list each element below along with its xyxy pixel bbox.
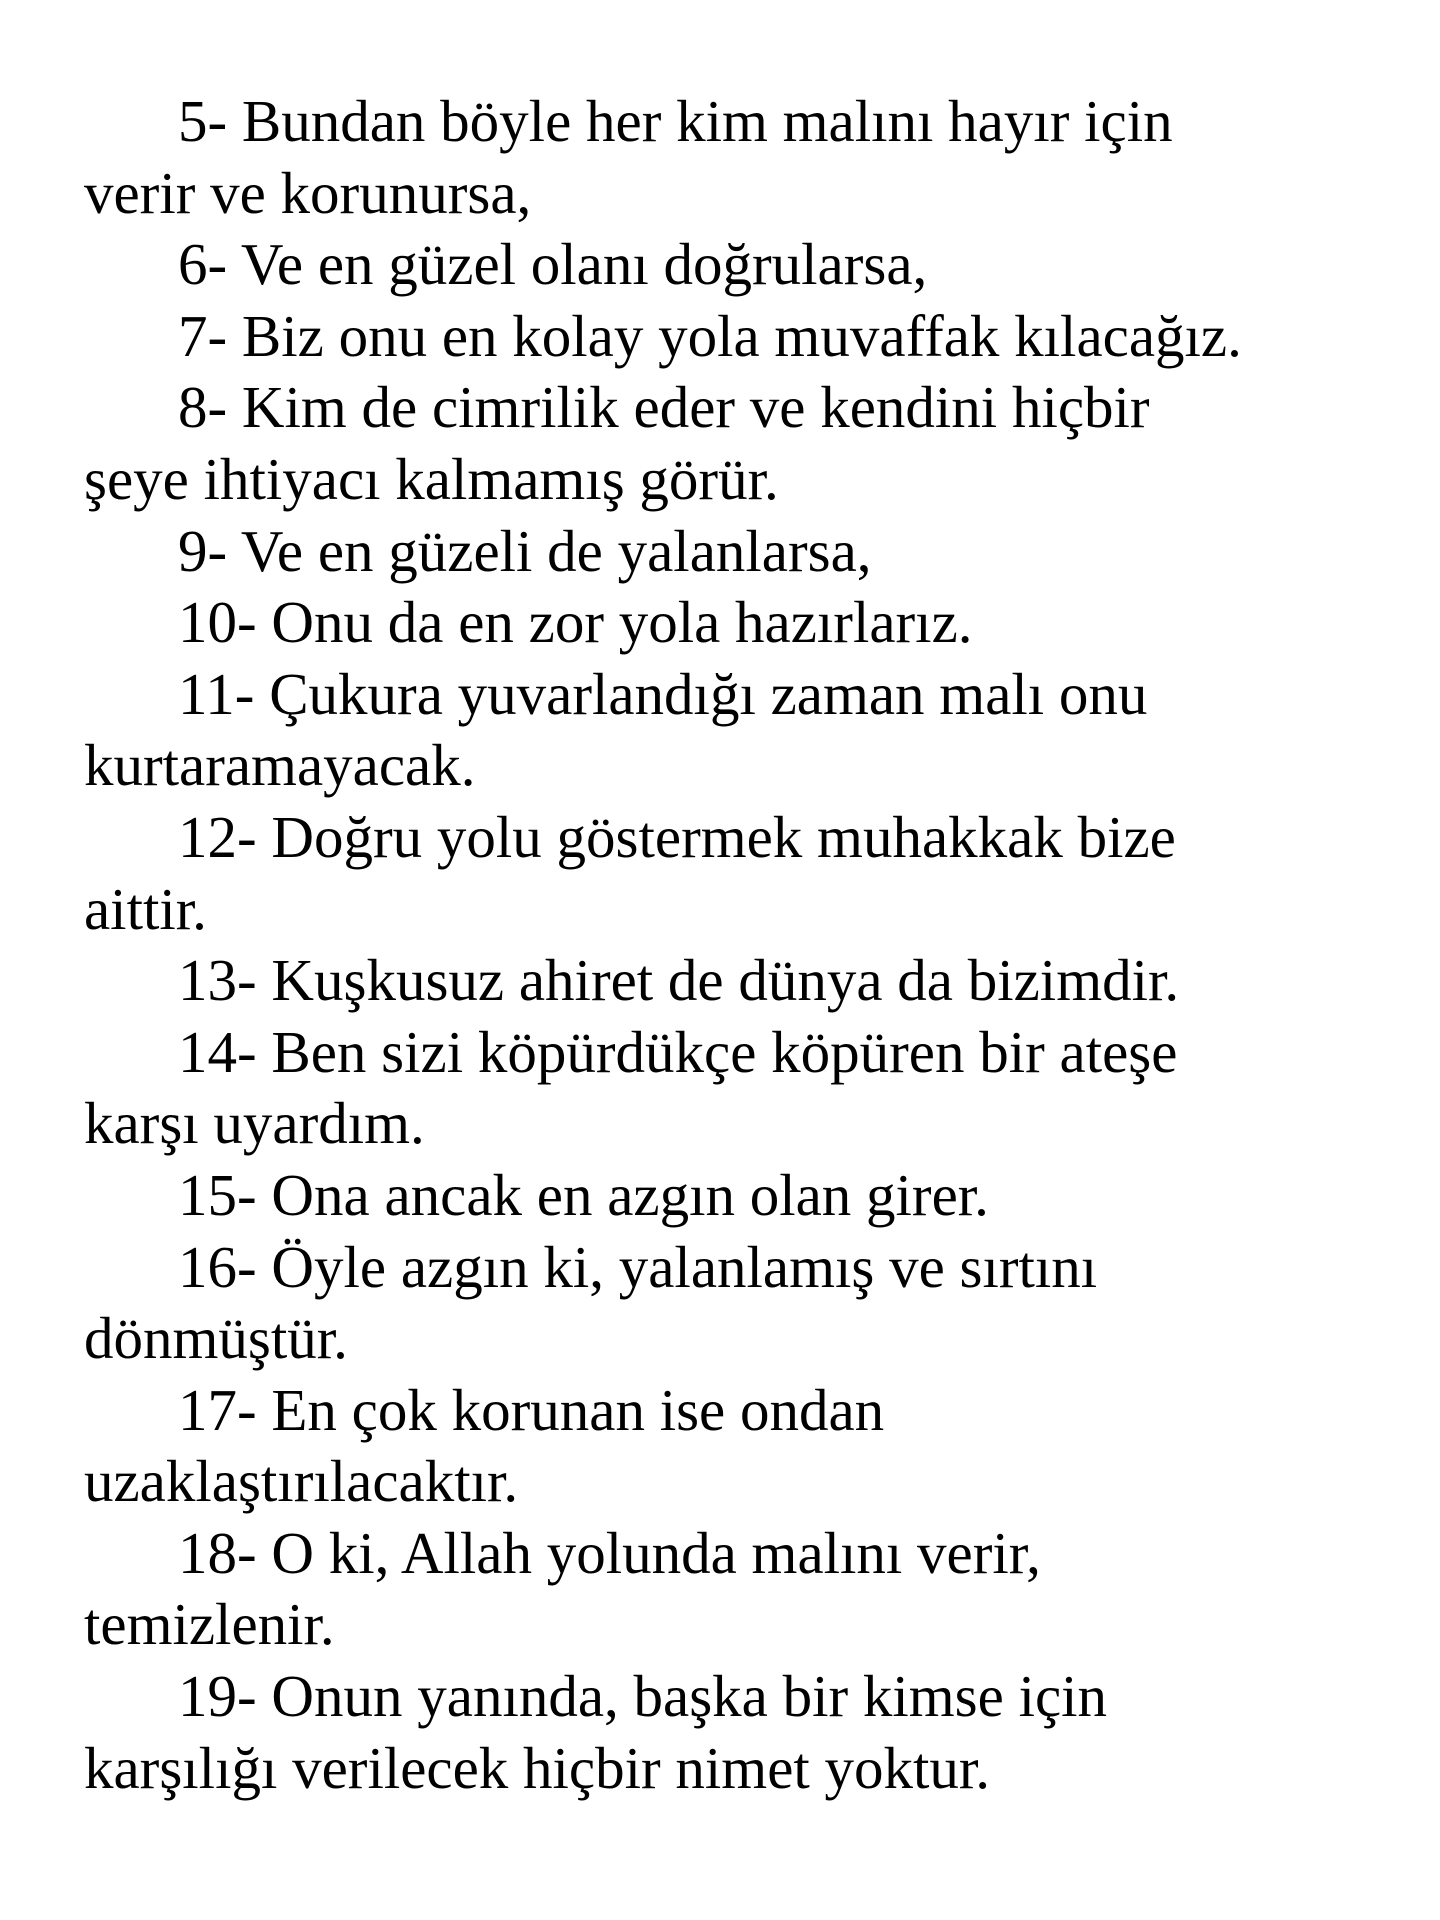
verse-line-continued: dönmüştür. bbox=[84, 1305, 348, 1372]
document-page bbox=[84, 86, 1414, 1804]
verse-12 bbox=[84, 802, 1414, 945]
verse-line: 11- Çukura yuvarlandığı zaman malı onu bbox=[178, 660, 1148, 727]
verse-8 bbox=[84, 372, 1414, 515]
verse-19 bbox=[84, 1661, 1414, 1804]
verse-13 bbox=[84, 945, 1414, 1017]
verse-line-continued: kurtaramayacak. bbox=[84, 732, 476, 799]
verse-line: 15- Ona ancak en azgın olan girer. bbox=[178, 1161, 989, 1228]
verse-line-continued: karşılığı verilecek hiçbir nimet yoktur. bbox=[84, 1734, 991, 1801]
verse-line: 14- Ben sizi köpürdükçe köpüren bir ateşe bbox=[178, 1018, 1178, 1085]
verse-line: 7- Biz onu en kolay yola muvaffak kılacağız. bbox=[178, 302, 1242, 369]
verse-line: 10- Onu da en zor yola hazırlarız. bbox=[178, 589, 973, 656]
verse-line: 19- Onun yanında, başka bir kimse için bbox=[178, 1663, 1108, 1730]
verse-line-continued: verir ve korunursa, bbox=[84, 159, 532, 226]
verse-15 bbox=[84, 1160, 1414, 1232]
verse-line-continued: temizlenir. bbox=[84, 1591, 335, 1658]
verse-18 bbox=[84, 1518, 1414, 1661]
verse-line: 8- Kim de cimrilik eder ve kendini hiçbir bbox=[178, 374, 1150, 441]
verse-line: 13- Kuşkusuz ahiret de dünya da bizimdir. bbox=[178, 947, 1180, 1014]
verse-10 bbox=[84, 587, 1414, 659]
verse-line-continued: uzaklaştırılacaktır. bbox=[84, 1448, 519, 1515]
verse-14 bbox=[84, 1017, 1414, 1160]
verse-7 bbox=[84, 301, 1414, 373]
verse-line-continued: şeye ihtiyacı kalmamış görür. bbox=[84, 445, 779, 512]
verse-line: 18- O ki, Allah yolunda malını verir, bbox=[178, 1519, 1041, 1586]
verse-line: 5- Bundan böyle her kim malını hayır için bbox=[178, 88, 1173, 154]
verse-17 bbox=[84, 1375, 1414, 1518]
verse-6 bbox=[84, 229, 1414, 301]
verse-line-continued: aittir. bbox=[84, 875, 207, 942]
verse-16 bbox=[84, 1232, 1414, 1375]
verse-line: 6- Ve en güzel olanı doğrularsa, bbox=[178, 231, 928, 298]
verse-line: 16- Öyle azgın ki, yalanlamış ve sırtını bbox=[178, 1233, 1098, 1300]
verse-line: 12- Doğru yolu göstermek muhakkak bize bbox=[178, 803, 1176, 870]
verse-11 bbox=[84, 659, 1414, 802]
verse-line: 17- En çok korunan ise ondan bbox=[178, 1376, 885, 1443]
verse-5 bbox=[84, 86, 1414, 229]
verse-line: 9- Ve en güzeli de yalanlarsa, bbox=[178, 517, 872, 584]
verse-line-continued: karşı uyardım. bbox=[84, 1090, 425, 1157]
verse-9 bbox=[84, 516, 1414, 588]
